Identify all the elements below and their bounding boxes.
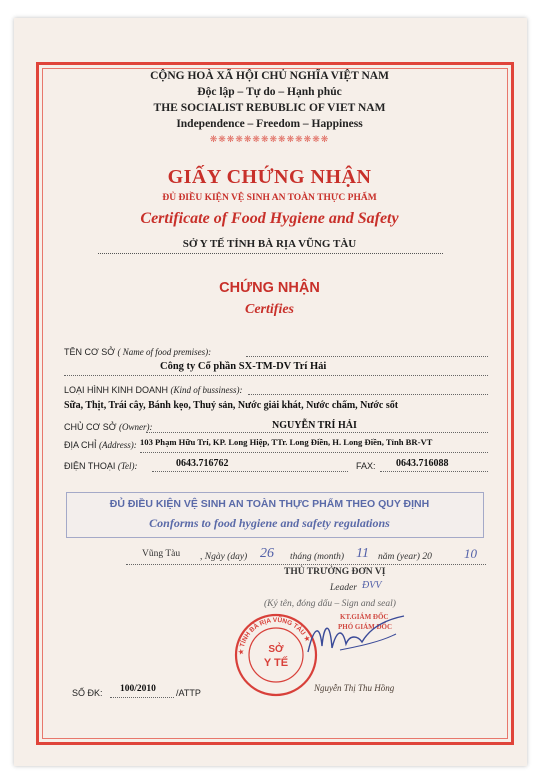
date-month-label: tháng (month): [290, 552, 345, 562]
seal-center-top: SỞ: [268, 644, 284, 655]
leader-title-en: Leader: [330, 583, 357, 593]
motto-en: Independence – Freedom – Happiness: [176, 118, 363, 130]
country-name-en: THE SOCIALIST REBUBLIC OF VIET NAM: [153, 102, 386, 114]
owner-dotline: [146, 432, 488, 433]
department-underline: [98, 253, 443, 254]
fax-value: 0643.716088: [396, 458, 449, 469]
conformity-text-vn: ĐỦ ĐIỀU KIỆN VỆ SINH AN TOÀN THỰC PHẨM THEO QUY ĐỊNH: [109, 498, 430, 510]
owner-label: CHỦ CƠ SỞ (Owner):: [64, 422, 153, 432]
address-label: ĐỊA CHỈ (Address):: [64, 440, 137, 450]
certificate-title-vn: GIẤY CHỨNG NHẬN: [167, 166, 372, 188]
signature: [300, 606, 410, 666]
seal-ring-text: ★ TỈNH BÀ RỊA VŨNG TÀU ★: [237, 616, 311, 656]
certificate-title-en: Certificate of Food Hygiene and Safety: [140, 210, 399, 227]
vice-director-stamp-line1: KT.GIÁM ĐỐC: [340, 613, 389, 621]
conformity-text-en: Conforms to food hygiene and safety regulations: [149, 516, 390, 530]
date-month-value: 11: [356, 546, 369, 561]
phone-dotline: [152, 471, 348, 472]
date-year-label: năm (year) 20: [378, 552, 432, 562]
certify-heading-vn: CHỨNG NHẬN: [219, 280, 320, 296]
fax-dotline: [380, 471, 488, 472]
address-dotline: [140, 452, 488, 453]
issuing-department: SỞ Y TẾ TỈNH BÀ RỊA VŨNG TÀU: [182, 238, 357, 250]
phone-label: ĐIỆN THOẠI (Tel):: [64, 461, 138, 471]
business-label: LOẠI HÌNH KINH DOANH (Kind of bussiness):: [64, 385, 243, 395]
fax-label: FAX:: [356, 461, 376, 471]
leader-handwriting: ĐVV: [362, 580, 382, 591]
certificate-subtitle-vn: ĐỦ ĐIỀU KIỆN VỆ SINH AN TOÀN THỰC PHẨM: [162, 193, 377, 203]
owner-value: NGUYỄN TRÍ HẢI: [272, 420, 357, 431]
registration-number: 100/2010: [120, 684, 156, 694]
certify-heading-en: Certifies: [245, 302, 294, 317]
address-value: 103 Phạm Hữu Trí, KP. Long Hiệp, TTr. Long Điền, H. Long Điền, Tỉnh BR-VT: [140, 437, 433, 447]
phone-value: 0643.716762: [176, 458, 229, 469]
premises-value: Công ty Cổ phần SX-TM-DV Trí Hải: [160, 361, 327, 372]
date-year-value: 10: [464, 546, 477, 561]
premises-value-dotline: [64, 375, 488, 376]
leader-title-vn: THỦ TRƯỞNG ĐƠN VỊ: [284, 567, 386, 577]
business-dotline: [248, 394, 488, 395]
date-day-label: , Ngày (day): [200, 552, 248, 562]
premises-dotline: [246, 356, 488, 357]
signer-name: Nguyễn Thị Thu Hồng: [314, 683, 395, 693]
sign-and-seal-note: (Ký tên, đóng dấu – Sign and seal): [264, 599, 396, 609]
stars-divider: ❋❋❋❋❋❋❋❋❋❋❋❋❋❋: [209, 134, 330, 144]
country-name-vn: CỘNG HOÀ XÃ HỘI CHỦ NGHĨA VIỆT NAM: [150, 70, 389, 82]
registration-label: SỐ ĐK:: [72, 688, 103, 698]
vice-director-stamp-line2: PHÓ GIÁM ĐỐC: [338, 623, 393, 631]
registration-dotline: [110, 697, 174, 698]
registration-suffix: /ATTP: [176, 688, 201, 698]
business-value: Sữa, Thịt, Trái cây, Bánh kẹo, Thuỷ sản, Nước giải khát, Nước chấm, Nước sốt: [64, 400, 399, 411]
motto-vn: Độc lập – Tự do – Hạnh phúc: [197, 86, 342, 98]
date-place: Vũng Tàu: [142, 549, 181, 559]
date-dotline: [126, 564, 486, 565]
seal-center-bottom: Y TẾ: [263, 657, 289, 669]
date-day-value: 26: [260, 546, 274, 561]
premises-label: TÊN CƠ SỞ ( Name of food premises):: [64, 347, 212, 357]
